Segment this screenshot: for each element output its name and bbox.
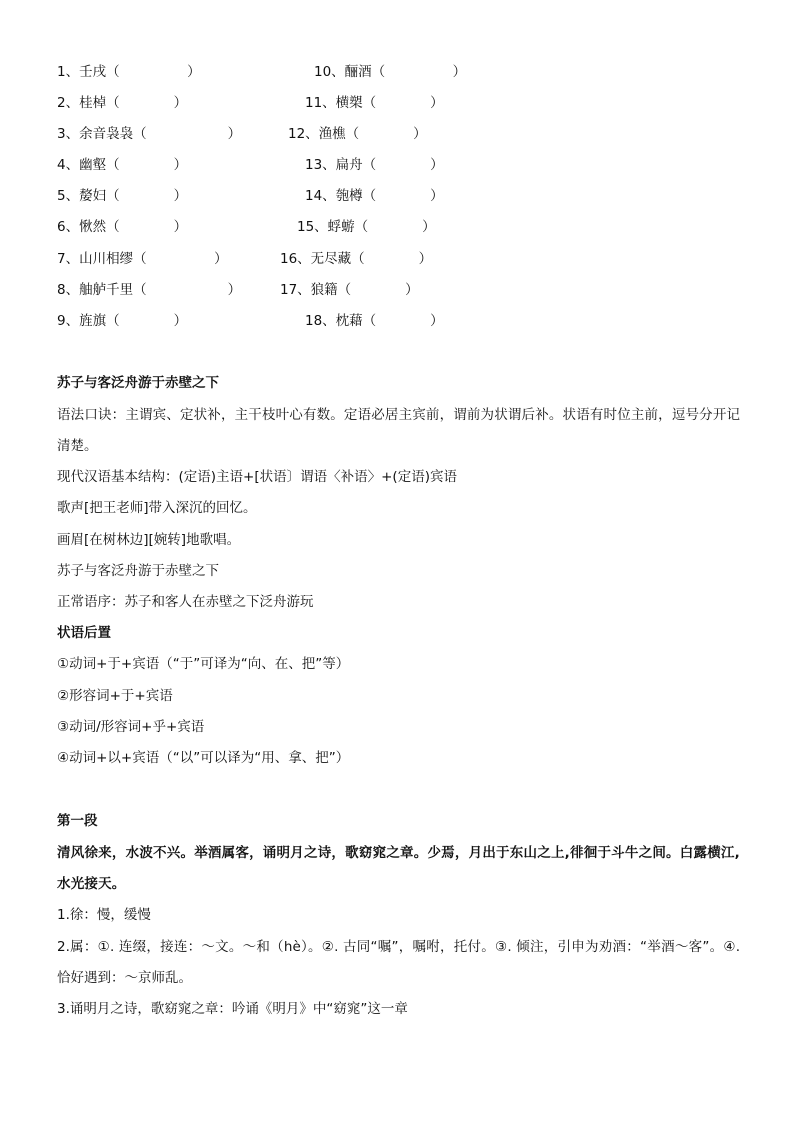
vocab-item: 5、嫠妇（ ）	[57, 188, 188, 204]
vocab-item: 8、舳舻千里（ ）	[57, 282, 242, 298]
note-item: 1.徐：慢，缓慢	[57, 907, 151, 923]
vocab-item: 12、渔樵（ ）	[288, 126, 427, 142]
vocab-item: 17、狼籍（ ）	[280, 282, 419, 298]
subsection-heading: 状语后置	[57, 625, 111, 641]
vocab-item: 11、横槊（ ）	[305, 95, 444, 111]
section-heading: 苏子与客泛舟游于赤壁之下	[57, 375, 219, 391]
example-line: 画眉[在树林边][婉转]地歌唱。	[57, 532, 241, 548]
passage-text: 清风徐来，水波不兴。举酒属客，诵明月之诗，歌窈窕之章。少焉，月出于东山之上,徘徊于斗牛之间。白露横江,水光接天。	[57, 845, 740, 892]
normal-order-line: 正常语序：苏子和客人在赤壁之下泛舟游玩	[57, 594, 314, 610]
vocab-item: 1、壬戌（ ）	[57, 64, 201, 80]
vocab-item: 4、幽壑（ ）	[57, 157, 188, 173]
vocab-item: 7、山川相缪（ ）	[57, 251, 228, 267]
example-line: 歌声[把王老师]带入深沉的回忆。	[57, 500, 257, 516]
section-heading: 第一段	[57, 813, 98, 829]
grammar-rule: 语法口诀：主谓宾、定状补，主干枝叶心有数。定语必居主宾前，谓前为状谓后补。状语有时位主前，逗号分开记清楚。	[57, 407, 740, 454]
rule-item: ③动词/形容词+乎+宾语	[57, 719, 205, 735]
vocab-item: 6、愀然（ ）	[57, 219, 188, 235]
vocab-item: 3、余音袅袅（ ）	[57, 126, 242, 142]
vocab-item: 10、酾酒（ ）	[314, 64, 467, 80]
sentence-line: 苏子与客泛舟游于赤壁之下	[57, 563, 219, 579]
vocab-item: 18、枕藉（ ）	[305, 313, 444, 329]
rule-item: ④动词+以+宾语（“以”可以译为“用、拿、把”）	[57, 750, 350, 766]
rule-item: ②形容词+于+宾语	[57, 688, 173, 704]
rule-item: ①动词+于+宾语（“于”可译为“向、在、把”等）	[57, 656, 350, 672]
note-item: 2.属：①. 连缀，接连：～文。～和（hè）。②. 古同“嘱”，嘱咐，托付。③. 倾注，引申为劝酒：“举酒～客”。④. 恰好遇到：～京师乱。	[57, 939, 740, 986]
vocab-item: 2、桂棹（ ）	[57, 95, 188, 111]
vocab-item: 9、旌旗（ ）	[57, 313, 188, 329]
vocab-item: 15、蜉蝣（ ）	[297, 219, 436, 235]
vocab-item: 13、扁舟（ ）	[305, 157, 444, 173]
vocab-item: 14、匏樽（ ）	[305, 188, 444, 204]
vocab-item: 16、无尽藏（ ）	[280, 251, 433, 267]
note-item: 3.诵明月之诗，歌窈窕之章：吟诵《明月》中“窈窕”这一章	[57, 1001, 408, 1017]
structure-line: 现代汉语基本结构：(定语)主语+[状语〕谓语〈补语〉+(定语)宾语	[57, 469, 457, 485]
